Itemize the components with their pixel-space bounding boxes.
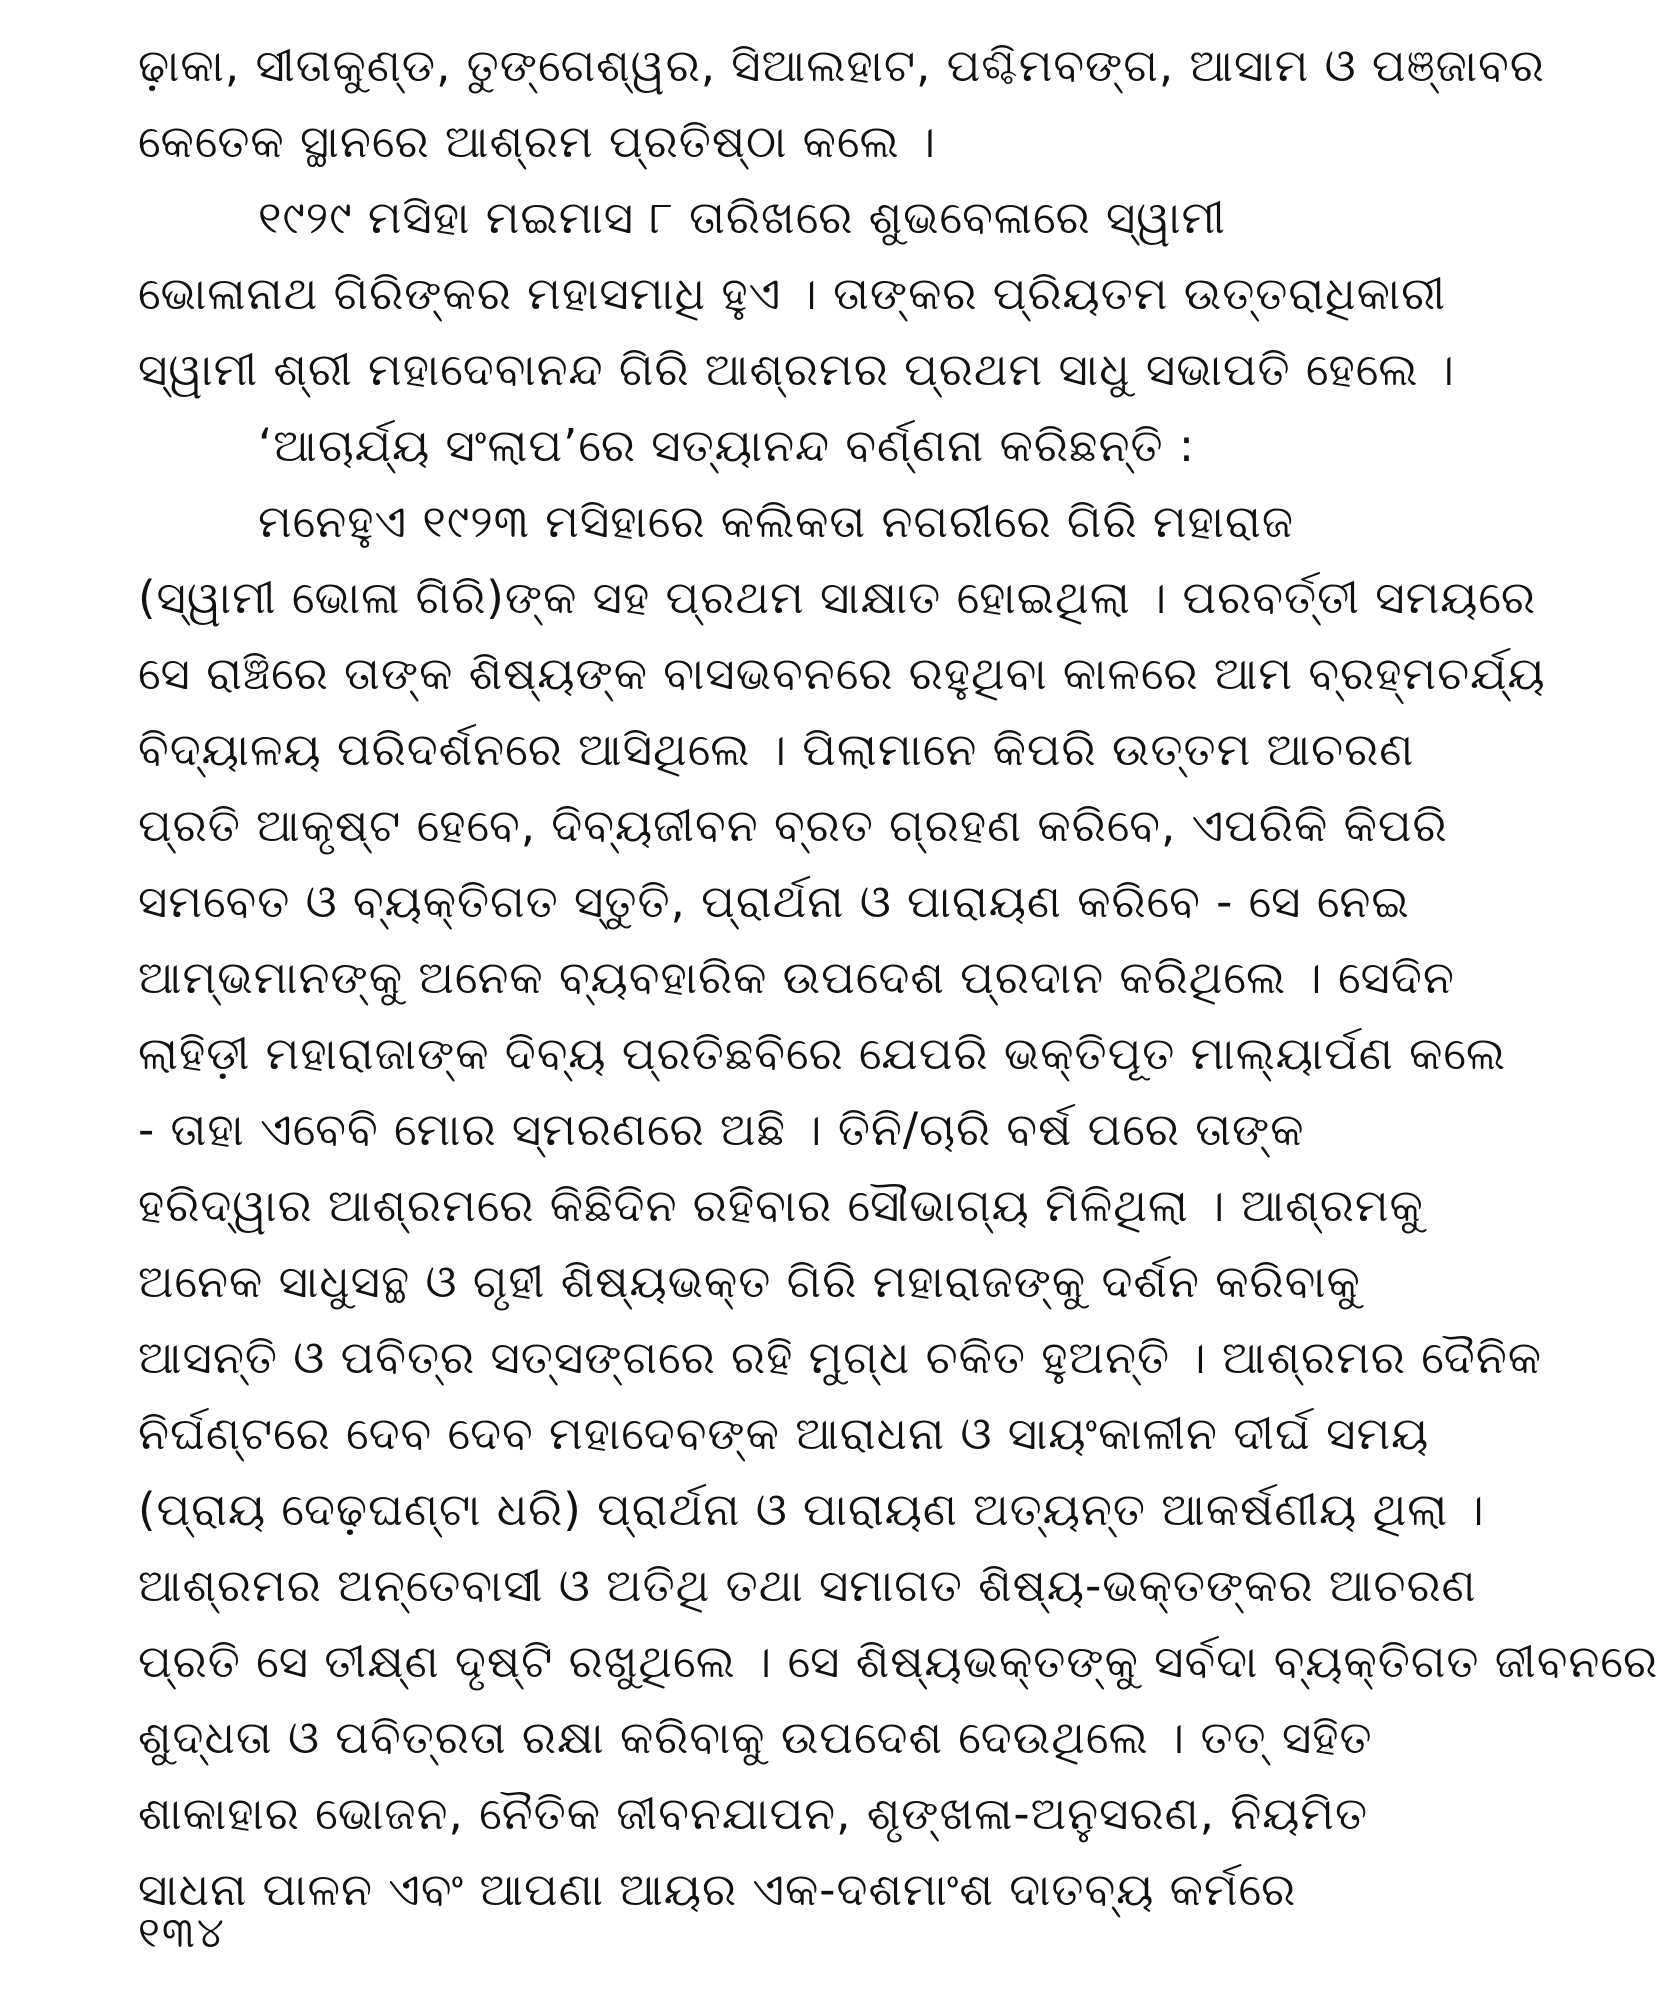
text-line: (ସ୍ୱାମୀ ଭୋଳା ଗିରି)ଙ୍କ ସହ ପ୍ରଥମ ସାକ୍ଷାତ ହୋଇଥିଲା । ପରବର୍ତ୍ତୀ ସମୟରେ xyxy=(138,571,1537,624)
text-line: ଆମ୍ଭମାନଙ୍କୁ ଅନେକ ବ୍ୟବହାରିକ ଉପଦେଶ ପ୍ରଦାନ କରିଥିଲେ । ସେଦିନ xyxy=(138,951,1455,1004)
text-line: ସ୍ୱାମୀ ଶ୍ରୀ ମହାଦେବାନନ୍ଦ ଗିରି ଆଶ୍ରମର ପ୍ରଥମ ସାଧୁ ସଭାପତି ହେଲେ । xyxy=(138,343,1455,396)
paragraph-start-line: ୧୯୨୯ ମସିହା ମଇମାସ ୮ ତାରିଖରେ ଶୁଭବେଳାରେ ସ୍ୱାମୀ xyxy=(258,191,1226,244)
quote-heading-line: ‘ଆଚାର୍ଯ୍ୟ ସଂଲାପ’ରେ ସତ୍ୟାନନ୍ଦ ବର୍ଣ୍ଣନା କରିଛନ୍ତି : xyxy=(258,419,1196,472)
text-line: - ତାହା ଏବେବି ମୋର ସ୍ମରଣରେ ଅଛି । ତିନି/ଚାରି ବର୍ଷ ପରେ ତାଙ୍କ xyxy=(138,1103,1305,1156)
text-line: ହରିଦ୍ୱାର ଆଶ୍ରମରେ କିଛିଦିନ ରହିବାର ସୌଭାଗ୍ୟ ମିଳିଥିଲା । ଆଶ୍ରମକୁ xyxy=(138,1179,1424,1232)
text-line: ଶୁଦ୍ଧତା ଓ ପବିତ୍ରତା ରକ୍ଷା କରିବାକୁ ଉପଦେଶ ଦେଉଥିଲେ । ତତ୍ ସହିତ xyxy=(138,1711,1373,1764)
text-line: ଲାହିଡ଼ୀ ମହାରାଜାଙ୍କ ଦିବ୍ୟ ପ୍ରତିଛବିରେ ଯେପରି ଭକ୍ତିପୂତ ମାଲ୍ୟାର୍ପଣ କଲେ xyxy=(138,1027,1507,1080)
text-line: ଢ଼ାକା, ସୀତାକୁଣ୍ଡ, ତୁଙ୍ଗେଶ୍ୱର, ସିଆଲହାଟ, ପଶ୍ଚିମବଙ୍ଗ, ଆସାମ ଓ ପଞ୍ଜାବର xyxy=(138,39,1545,92)
text-line: ସମବେତ ଓ ବ୍ୟକ୍ତିଗତ ସ୍ତୁତି, ପ୍ରାର୍ଥନା ଓ ପାରାୟଣ କରିବେ - ସେ ନେଇ xyxy=(138,875,1410,928)
body-text xyxy=(138,28,1658,1928)
text-line: ଭୋଳାନାଥ ଗିରିଙ୍କର ମହାସମାଧି ହୁଏ । ତାଙ୍କର ପ୍ରିୟତମ ଉତ୍ତରାଧିକାରୀ xyxy=(138,267,1447,320)
text-line: ଆଶ୍ରମର ଅନ୍ତେବାସୀ ଓ ଅତିଥି ତଥା ସମାଗତ ଶିଷ୍ୟ-ଭକ୍ତଙ୍କର ଆଚରଣ xyxy=(138,1559,1477,1612)
text-line: କେତେକ ସ୍ଥାନରେ ଆଶ୍ରମ ପ୍ରତିଷ୍ଠା କଲେ । xyxy=(138,115,937,168)
text-line: (ପ୍ରାୟ ଦେଢ଼ଘଣ୍ଟା ଧରି) ପ୍ରାର୍ଥନା ଓ ପାରାୟଣ ଅତ୍ୟନ୍ତ ଆକର୍ଷଣୀୟ ଥିଲା । xyxy=(138,1483,1485,1536)
text-line: ଅନେକ ସାଧୁସନ୍ଥ ଓ ଗୃହୀ ଶିଷ୍ୟଭକ୍ତ ଗିରି ମହାରାଜଙ୍କୁ ଦର୍ଶନ କରିବାକୁ xyxy=(138,1255,1361,1308)
text-line: ସାଧନା ପାଳନ ଏବଂ ଆପଣା ଆୟର ଏକ-ଦଶମାଂଶ ଦାତବ୍ୟ କର୍ମରେ xyxy=(138,1863,1297,1916)
paragraph-start-line: ମନେହୁଏ ୧୯୨୩ ମସିହାରେ କଲିକତା ନଗରୀରେ ଗିରି ମହାରାଜ xyxy=(258,495,1294,548)
text-line: ନିର୍ଘଣ୍ଟରେ ଦେବ ଦେବ ମହାଦେବଙ୍କ ଆରାଧନା ଓ ସାୟଂକାଳୀନ ଦୀର୍ଘ ସମୟ xyxy=(138,1407,1430,1460)
page-number: ୧୩୪ xyxy=(138,1908,226,1957)
text-line: ସେ ରାଞ୍ଚିରେ ତାଙ୍କ ଶିଷ୍ୟଙ୍କ ବାସଭବନରେ ରହୁଥିବା କାଳରେ ଆମ ବ୍ରହ୍ମଚର୍ଯ୍ୟ xyxy=(138,647,1546,700)
text-line: ବିଦ୍ୟାଳୟ ପରିଦର୍ଶନରେ ଆସିଥିଲେ । ପିଲାମାନେ କିପରି ଉତ୍ତମ ଆଚରଣ xyxy=(138,723,1415,776)
text-line: ପ୍ରତି ସେ ତୀକ୍ଷ୍ଣ ଦୃଷ୍ଟି ରଖୁଥିଲେ । ସେ ଶିଷ୍ୟଭକ୍ତଙ୍କୁ ସର୍ବଦା ବ୍ୟକ୍ତିଗତ ଜୀବନରେ xyxy=(138,1635,1658,1688)
text-line: ପ୍ରତି ଆକୃଷ୍ଟ ହେବେ, ଦିବ୍ୟଜୀବନ ବ୍ରତ ଗ୍ରହଣ କରିବେ, ଏପରିକି କିପରି xyxy=(138,799,1448,852)
text-line: ଆସନ୍ତି ଓ ପବିତ୍ର ସତ୍‌ସଙ୍ଗରେ ରହି ମୁଗ୍ଧ ଚକିତ ହୁଅନ୍ତି । ଆଶ୍ରମର ଦୈନିକ xyxy=(138,1331,1542,1384)
text-line: ଶାକାହାର ଭୋଜନ, ନୈତିକ ଜୀବନଯାପନ, ଶୃଙ୍ଖଳା-ଅନୁସରଣ, ନିୟମିତ xyxy=(138,1787,1369,1840)
